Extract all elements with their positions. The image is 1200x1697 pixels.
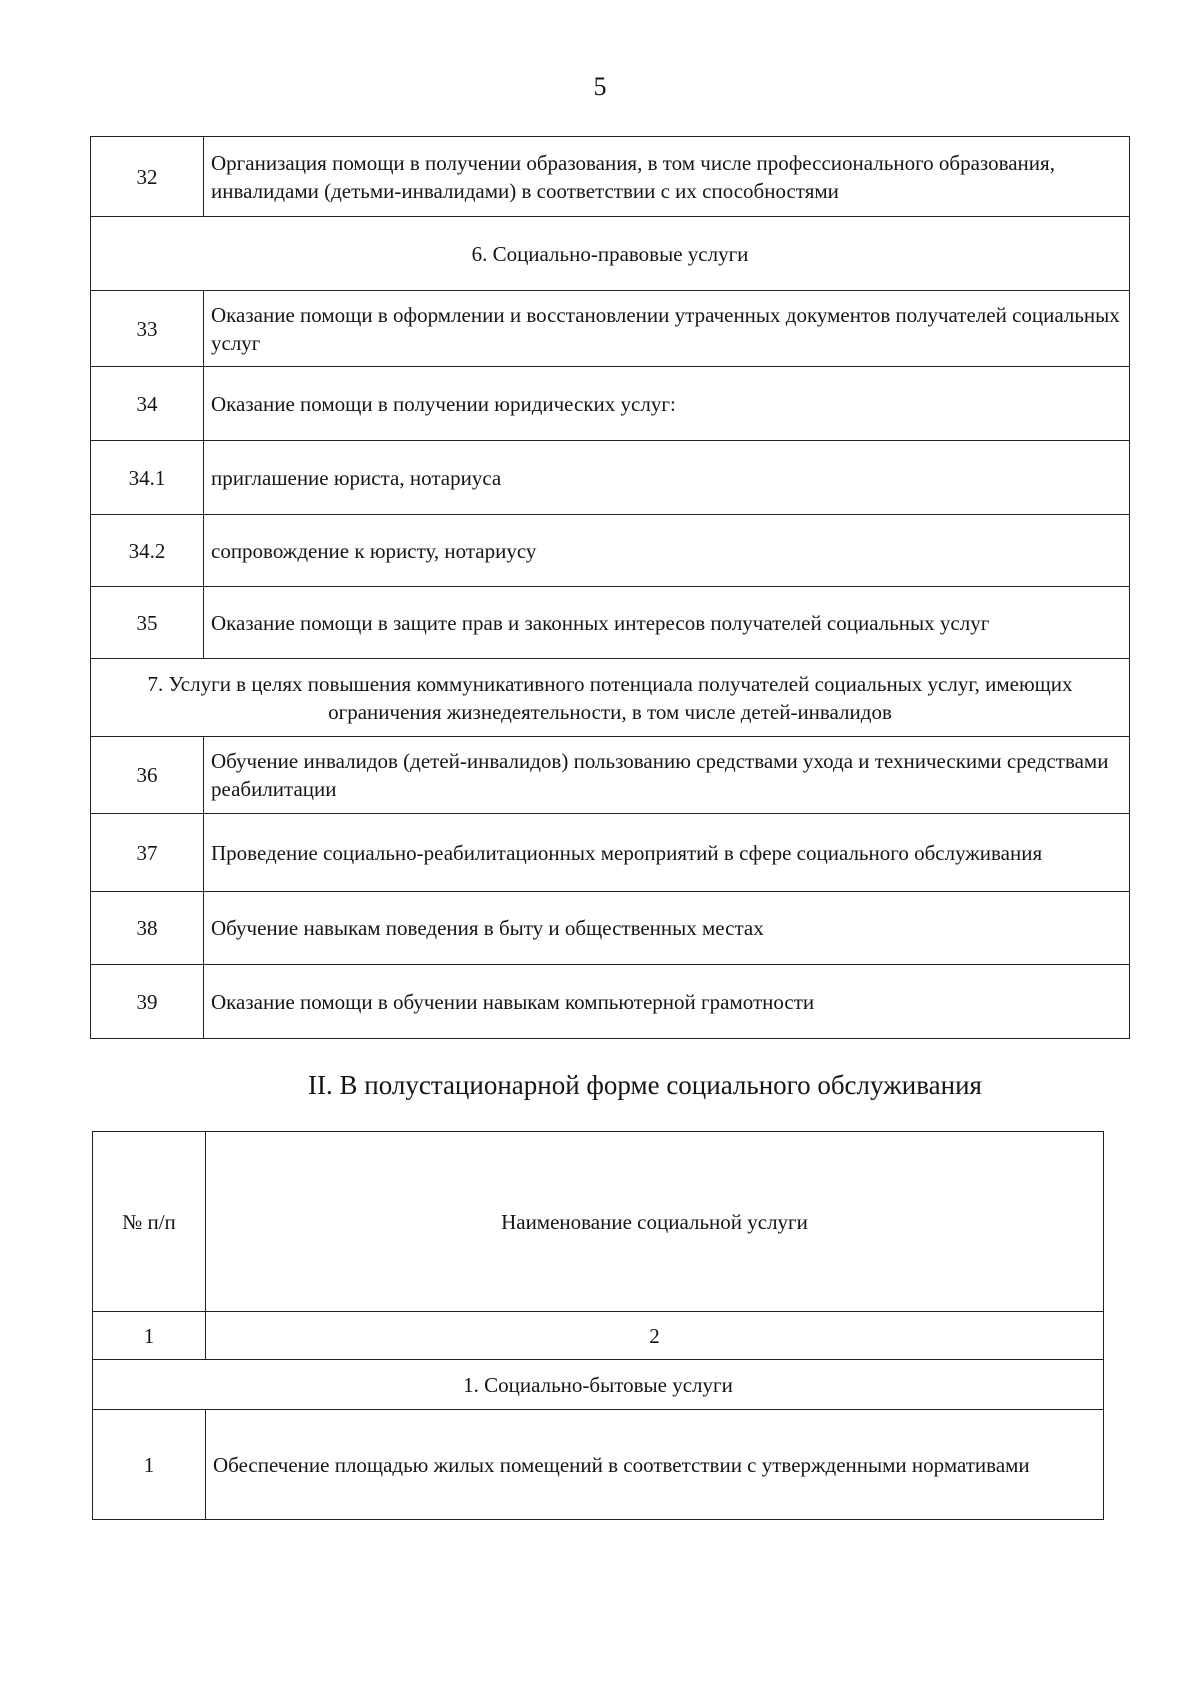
row-number: 37	[91, 814, 204, 892]
table-row	[91, 737, 1130, 814]
service-name: Организация помощи в получении образования, в том числе профессионального образования, инвалидами (детьми-инвалидами) в соответствии с их способностями	[204, 137, 1130, 217]
service-name: Проведение социально-реабилитационных мероприятий в сфере социального обслуживания	[204, 814, 1130, 892]
header-row	[93, 1132, 1104, 1312]
table-row	[91, 137, 1130, 217]
row-number: 34.2	[91, 515, 204, 587]
service-name: Обучение навыкам поведения в быту и общественных местах	[204, 892, 1130, 965]
table-row	[93, 1410, 1104, 1520]
services-table-continued	[90, 136, 1130, 1039]
section-row	[91, 659, 1130, 737]
table-row	[91, 892, 1130, 965]
section-heading: 1. Социально-бытовые услуги	[93, 1360, 1104, 1410]
row-number: 32	[91, 137, 204, 217]
table-row	[91, 367, 1130, 441]
row-number: 36	[91, 737, 204, 814]
section-row	[93, 1360, 1104, 1410]
row-number: 34	[91, 367, 204, 441]
row-number: 1	[93, 1410, 206, 1520]
section-ii-title: II. В полустационарной форме социального обслуживания	[308, 1070, 982, 1100]
service-name: Оказание помощи в обучении навыкам компьютерной грамотности	[204, 965, 1130, 1039]
service-name: Оказание помощи в получении юридических услуг:	[204, 367, 1130, 441]
row-number: 33	[91, 291, 204, 367]
row-number: 35	[91, 587, 204, 659]
column-numbers-row	[93, 1312, 1104, 1360]
table-row	[91, 965, 1130, 1039]
table-row	[91, 814, 1130, 892]
section-heading: 7. Услуги в целях повышения коммуникативного потенциала получателей социальных услуг, имеющих ограничения жизнедеятельности, в том числе детей-инвалидов	[91, 659, 1130, 737]
table-row	[91, 291, 1130, 367]
column-number-1: 1	[93, 1312, 206, 1360]
service-name: сопровождение к юристу, нотариусу	[204, 515, 1130, 587]
row-number: 39	[91, 965, 204, 1039]
table-row	[91, 587, 1130, 659]
service-name: Обеспечение площадью жилых помещений в соответствии с утвержденными нормативами	[206, 1410, 1104, 1520]
row-number: 34.1	[91, 441, 204, 515]
column-header-service-name: Наименование социальной услуги	[206, 1132, 1104, 1312]
semi-stationary-services-table	[92, 1131, 1104, 1520]
service-name: Оказание помощи в оформлении и восстановлении утраченных документов получателей социальных услуг	[204, 291, 1130, 367]
table-row	[91, 441, 1130, 515]
page-number: 5	[593, 72, 607, 101]
service-name: приглашение юриста, нотариуса	[204, 441, 1130, 515]
service-name: Оказание помощи в защите прав и законных интересов получателей социальных услуг	[204, 587, 1130, 659]
column-header-number: № п/п	[93, 1132, 206, 1312]
column-number-2: 2	[206, 1312, 1104, 1360]
section-heading: 6. Социально-правовые услуги	[91, 217, 1130, 291]
service-name: Обучение инвалидов (детей-инвалидов) пользованию средствами ухода и техническими средствами реабилитации	[204, 737, 1130, 814]
row-number: 38	[91, 892, 204, 965]
table-row	[91, 515, 1130, 587]
section-row	[91, 217, 1130, 291]
